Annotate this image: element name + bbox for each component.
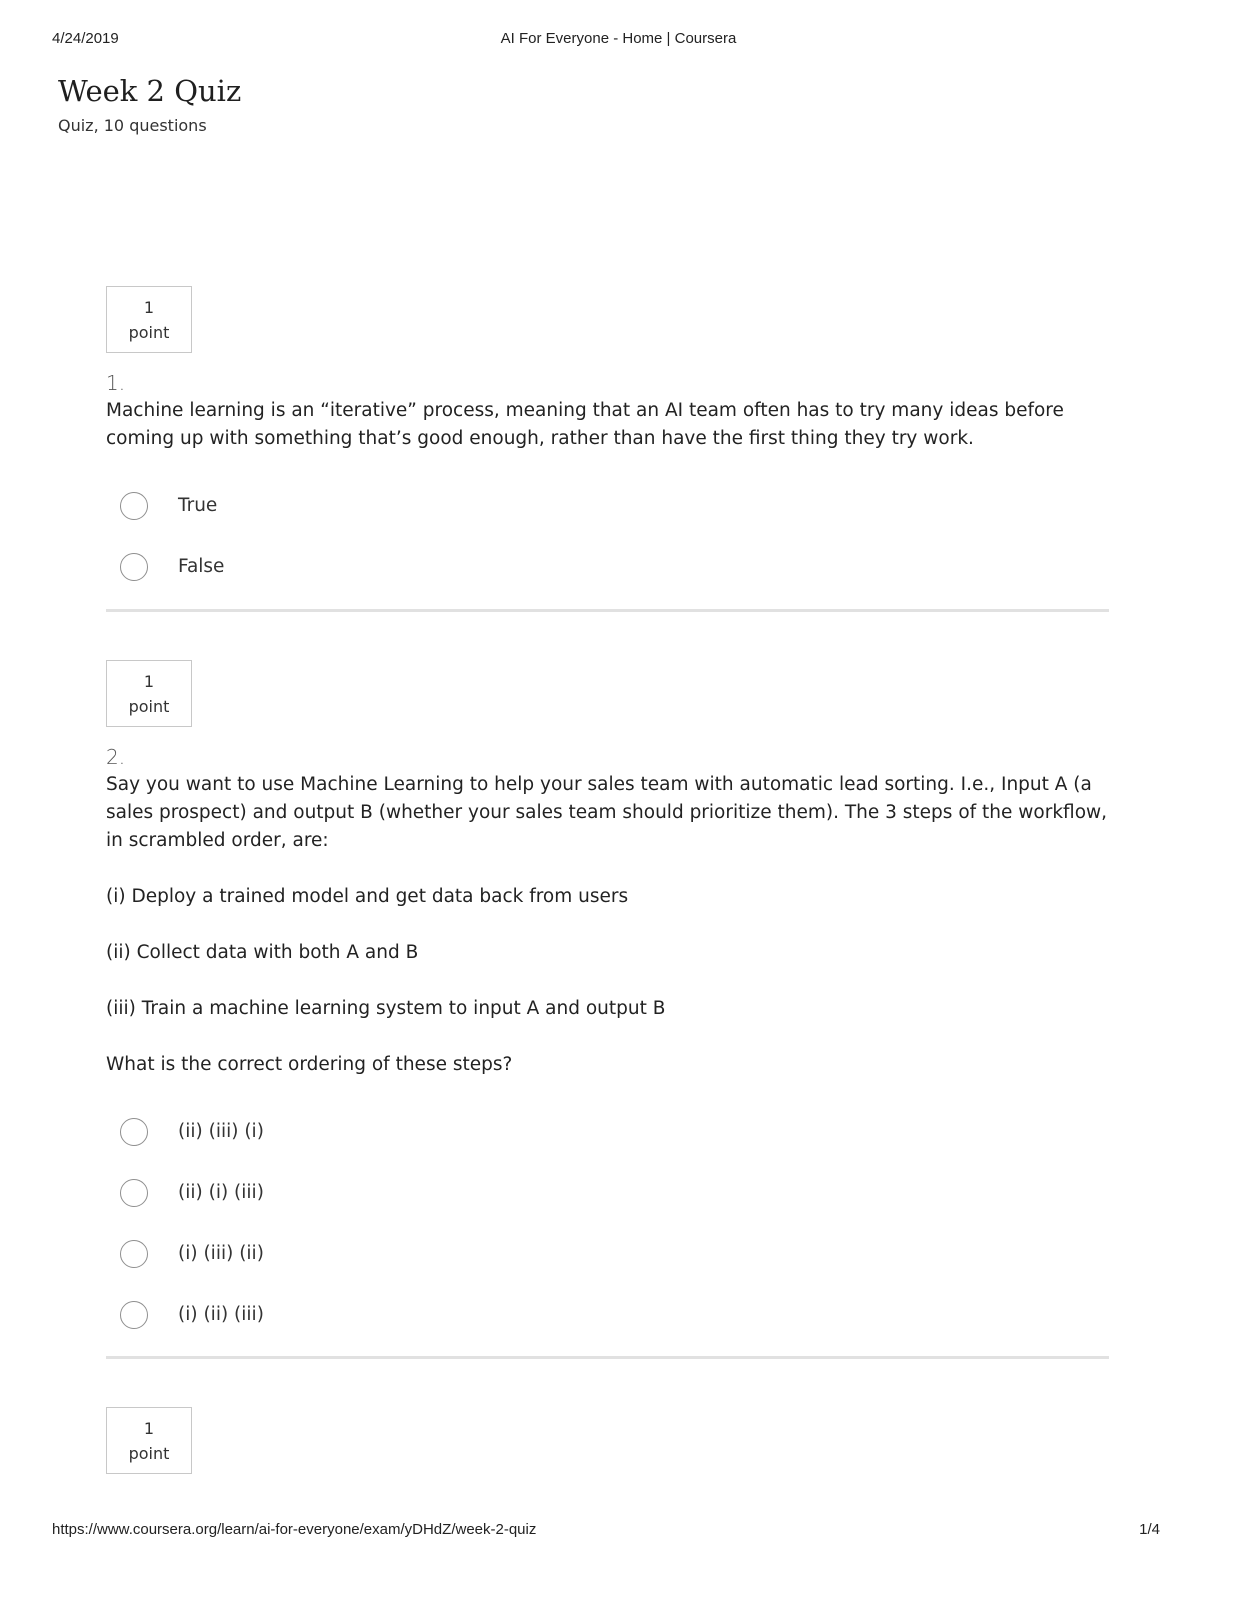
question-step: (i) Deploy a trained model and get data back from users bbox=[106, 886, 629, 907]
quiz-title: Week 2 Quiz bbox=[58, 74, 242, 108]
option-i-ii-iii[interactable] bbox=[106, 1284, 1109, 1345]
radio-button[interactable] bbox=[120, 492, 148, 520]
points-unit: point bbox=[128, 1443, 170, 1463]
question-number: 2. bbox=[106, 745, 126, 769]
option-label: True bbox=[178, 495, 218, 516]
answer-options bbox=[106, 1101, 1109, 1345]
option-i-iii-ii[interactable] bbox=[106, 1223, 1109, 1284]
option-ii-iii-i[interactable] bbox=[106, 1101, 1109, 1162]
question-step: (iii) Train a machine learning system to input A and output B bbox=[106, 998, 666, 1019]
question-prompt: What is the correct ordering of these steps? bbox=[106, 1054, 513, 1075]
radio-button[interactable] bbox=[120, 1240, 148, 1268]
radio-button[interactable] bbox=[120, 1118, 148, 1146]
points-box bbox=[106, 286, 192, 353]
radio-button[interactable] bbox=[120, 1179, 148, 1207]
print-date: 4/24/2019 bbox=[52, 30, 119, 47]
question-3 bbox=[106, 1407, 1109, 1474]
print-page-title: AI For Everyone - Home | Coursera bbox=[500, 30, 737, 47]
points-unit: point bbox=[128, 322, 170, 342]
option-label: (i) (iii) (ii) bbox=[178, 1243, 264, 1264]
option-label: (i) (ii) (iii) bbox=[178, 1304, 264, 1325]
question-2 bbox=[106, 660, 1109, 1345]
question-step: (ii) Collect data with both A and B bbox=[106, 942, 419, 963]
points-value: 1 bbox=[143, 671, 155, 691]
question-text: Machine learning is an “iterative” process, meaning that an AI team often has to try many ideas before coming up with something that’s good enough, rather than have the first thing they try work. bbox=[106, 400, 1064, 449]
print-page-number: 1/4 bbox=[1139, 1521, 1160, 1538]
option-ii-i-iii[interactable] bbox=[106, 1162, 1109, 1223]
points-value: 1 bbox=[143, 297, 155, 317]
question-1 bbox=[106, 286, 1109, 597]
points-box bbox=[106, 1407, 192, 1474]
print-url: https://www.coursera.org/learn/ai-for-everyone/exam/yDHdZ/week-2-quiz bbox=[52, 1521, 537, 1538]
question-number: 1. bbox=[106, 371, 126, 395]
option-label: (ii) (iii) (i) bbox=[178, 1121, 264, 1142]
question-divider bbox=[106, 1356, 1109, 1359]
points-box bbox=[106, 660, 192, 727]
option-label: (ii) (i) (iii) bbox=[178, 1182, 264, 1203]
question-divider bbox=[106, 609, 1109, 612]
option-false[interactable] bbox=[106, 536, 1109, 597]
option-true[interactable] bbox=[106, 475, 1109, 536]
quiz-subtitle: Quiz, 10 questions bbox=[58, 116, 207, 135]
points-value: 1 bbox=[143, 1418, 155, 1438]
points-unit: point bbox=[128, 696, 170, 716]
answer-options bbox=[106, 475, 1109, 597]
radio-button[interactable] bbox=[120, 553, 148, 581]
radio-button[interactable] bbox=[120, 1301, 148, 1329]
question-text: Say you want to use Machine Learning to help your sales team with automatic lead sorting. I.e., Input A (a sales prospect) and output B (whether your sales team should prioritize them). The 3 steps of the workflow, in scrambled order, are: bbox=[106, 774, 1108, 851]
option-label: False bbox=[178, 556, 225, 577]
